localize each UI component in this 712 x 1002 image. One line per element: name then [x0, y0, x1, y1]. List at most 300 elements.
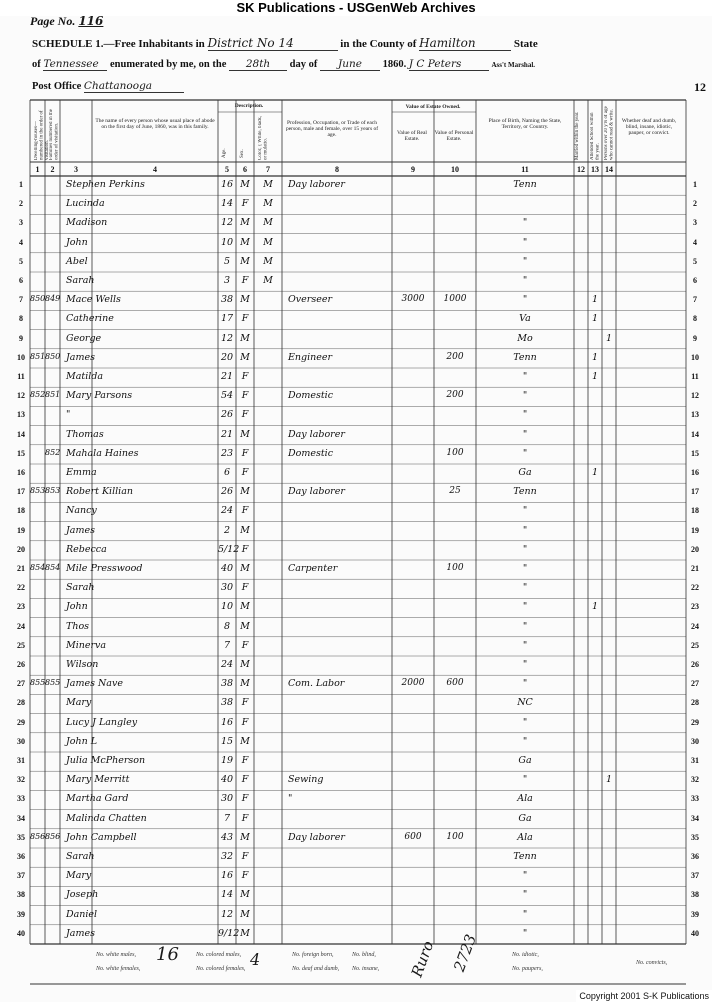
person-name: Lucy J Langley — [66, 716, 138, 728]
person-sex: M — [240, 927, 250, 939]
page-number: 116 — [78, 14, 104, 28]
personal-estate-value: 1000 — [443, 294, 467, 305]
person-name: Rebecca — [66, 543, 107, 555]
person-sex: F — [241, 275, 249, 286]
birth-place: Tenn — [513, 486, 537, 498]
person-age: 20 — [220, 351, 234, 363]
district-value: District No 14 — [208, 36, 338, 51]
person-name: Wilson — [66, 659, 99, 670]
person-name: Sarah — [66, 582, 95, 594]
person-sex: M — [240, 294, 250, 306]
column-number: 8 — [335, 165, 339, 174]
person-age: 16 — [220, 870, 234, 882]
person-occupation: Day laborer — [288, 428, 345, 440]
person-occupation: Day laborer — [288, 486, 345, 498]
row-number-right: 8 — [693, 314, 697, 324]
paupers-label: No. paupers, — [512, 966, 543, 972]
county-label: in the County of — [340, 38, 417, 50]
row-number-right: 28 — [691, 698, 699, 708]
row-number-left: 29 — [17, 717, 25, 727]
row-number-left: 35 — [17, 832, 25, 842]
person-sex: M — [240, 524, 250, 536]
right-margin-number: 12 — [694, 80, 706, 94]
person-name: John — [66, 601, 88, 613]
person-age: 3 — [223, 275, 231, 286]
row-number-right: 15 — [691, 448, 699, 458]
person-sex: M — [240, 563, 250, 574]
person-name: Thos — [66, 620, 90, 632]
family-number: 855 — [45, 678, 61, 688]
person-sex: M — [240, 831, 250, 843]
person-sex: F — [241, 198, 249, 210]
row-number-left: 21 — [17, 564, 25, 573]
person-name: James Nave — [66, 678, 123, 690]
person-age: 38 — [220, 697, 234, 709]
person-sex: F — [241, 543, 249, 555]
person-age: 19 — [220, 755, 234, 766]
person-occupation: Com. Labor — [288, 678, 345, 690]
birth-place: " — [522, 678, 528, 690]
day-of-label: day of — [289, 59, 318, 70]
person-age: 21 — [220, 428, 234, 440]
row-number-right: 36 — [691, 852, 699, 861]
birth-place: " — [522, 870, 528, 882]
enumerated-label: enumerated by me, on the — [110, 59, 227, 70]
person-age: 14 — [220, 889, 234, 901]
person-sex: F — [241, 371, 249, 382]
person-age: 5 — [223, 255, 231, 267]
person-occupation: Sewing — [288, 774, 324, 786]
row-number-right: 16 — [691, 468, 699, 477]
person-sex: F — [241, 409, 249, 421]
person-sex: F — [241, 639, 249, 651]
person-age: 26 — [220, 409, 234, 421]
person-name: James — [66, 524, 95, 536]
person-age: 16 — [220, 716, 234, 728]
person-name: John L — [66, 735, 98, 747]
column-number: 11 — [521, 165, 529, 174]
birth-place: " — [522, 447, 528, 459]
person-sex: M — [240, 255, 250, 267]
white-males-count: 16 — [156, 944, 179, 965]
post-office-value: Chattanooga — [84, 80, 184, 93]
school-header: Attended School within the year. — [590, 112, 601, 160]
page-label: Page No. — [30, 14, 76, 28]
person-age: 23 — [220, 447, 234, 459]
dwelling-number: 851 — [30, 351, 46, 361]
row-number-left: 33 — [17, 794, 25, 804]
row-number-left: 13 — [17, 410, 25, 420]
row-number-right: 39 — [691, 909, 699, 919]
person-sex: F — [241, 716, 249, 728]
name-header: The name of every person whose usual place of abode on the first day of June, 1860, was in this family. — [95, 118, 215, 130]
person-name: Daniel — [66, 908, 98, 920]
row-number-left: 6 — [19, 276, 23, 285]
birth-place: Va — [519, 313, 531, 325]
row-number-right: 30 — [691, 736, 699, 746]
person-name: Madison — [66, 217, 108, 229]
person-age: 17 — [220, 313, 234, 325]
profession-header: Profession, Occupation, or Trade of each person, male and female, over 15 years of age. — [285, 120, 379, 138]
column-number: 5 — [225, 165, 229, 174]
column-number: 3 — [74, 165, 78, 174]
person-sex: M — [240, 908, 250, 920]
birth-place: " — [522, 505, 528, 517]
person-name: Stephen Perkins — [66, 179, 145, 190]
person-occupation: Day laborer — [288, 179, 345, 190]
person-age: 30 — [220, 793, 234, 805]
person-sex: F — [241, 697, 249, 709]
convicts-label: No. convicts, — [636, 960, 668, 966]
birth-place: " — [522, 582, 528, 594]
birth-place: " — [522, 735, 528, 747]
person-name: Abel — [66, 255, 88, 267]
column-number: 13 — [591, 165, 599, 174]
row-number-left: 1 — [19, 180, 23, 189]
person-name: James — [66, 927, 95, 939]
row-number-left: 12 — [17, 391, 25, 401]
person-age: 10 — [220, 601, 234, 613]
row-number-right: 23 — [691, 602, 699, 612]
birth-place: Ga — [518, 755, 532, 766]
person-sex: M — [240, 889, 250, 901]
person-name: " — [66, 409, 71, 421]
person-sex: F — [241, 390, 249, 402]
birth-place: " — [522, 601, 528, 613]
row-number-left: 34 — [17, 813, 25, 823]
person-name: Joseph — [66, 889, 99, 901]
row-number-left: 24 — [17, 621, 25, 631]
person-name: Minerva — [66, 639, 107, 651]
county-value: Hamilton — [419, 36, 511, 51]
cannot-read-mark: 1 — [605, 774, 613, 786]
birth-place: " — [522, 927, 528, 939]
row-number-left: 38 — [17, 890, 25, 900]
row-number-left: 14 — [17, 429, 25, 439]
colored-females-count: 4 — [250, 950, 261, 969]
margin-scrawl-a: Ruro — [407, 938, 438, 980]
person-age: 14 — [220, 198, 234, 210]
person-sex: F — [241, 870, 249, 882]
row-number-right: 7 — [693, 295, 697, 305]
person-name: Matilda — [66, 371, 104, 382]
person-age: 15 — [220, 735, 234, 747]
row-number-left: 32 — [17, 775, 25, 785]
dwelling-number: 852 — [30, 390, 46, 400]
month-value: June — [320, 58, 380, 71]
deaf-dumb-label: No. deaf and dumb, — [292, 966, 340, 972]
color-header: Color, { White, black, or mulatto. — [258, 115, 269, 160]
row-number-right: 21 — [691, 564, 699, 573]
person-age: 5/12 — [218, 543, 240, 555]
row-number-left: 30 — [17, 736, 25, 746]
row-number-right: 26 — [691, 660, 699, 669]
personal-estate-value: 25 — [449, 486, 461, 497]
row-number-left: 17 — [17, 487, 25, 497]
birth-place: " — [522, 716, 528, 728]
birth-place: " — [522, 390, 528, 402]
person-sex: M — [240, 678, 250, 690]
person-sex: F — [241, 851, 249, 862]
column-number: 12 — [577, 165, 585, 174]
row-number-right: 11 — [691, 372, 699, 381]
row-number-left: 26 — [17, 660, 25, 669]
family-number: 851 — [45, 390, 61, 400]
personal-estate-header: Value of Personal Estate. — [434, 130, 474, 142]
real-estate-value: 2000 — [401, 678, 425, 689]
cannot-read-header: Persons over 20 y'rs of age who cannot read & write. — [604, 106, 615, 160]
row-number-left: 3 — [19, 218, 23, 228]
asst-marshal-label: Ass't Marshal. — [491, 61, 536, 69]
birth-place: " — [522, 524, 528, 536]
row-number-right: 20 — [691, 544, 699, 554]
person-name: Lucinda — [66, 198, 105, 210]
dwelling-number: 854 — [30, 563, 46, 572]
row-number-left: 39 — [17, 909, 25, 919]
personal-estate-value: 200 — [446, 351, 464, 362]
row-number-right: 32 — [691, 775, 699, 785]
row-number-right: 6 — [693, 276, 697, 285]
person-sex: M — [240, 601, 250, 613]
birth-place: Tenn — [513, 179, 537, 190]
personal-estate-value: 200 — [446, 390, 464, 401]
row-number-right: 29 — [691, 717, 699, 727]
row-number-left: 15 — [17, 448, 25, 458]
family-number: 854 — [45, 563, 61, 572]
row-number-left: 25 — [17, 640, 25, 650]
row-number-left: 5 — [19, 256, 23, 266]
person-occupation: Domestic — [288, 447, 334, 459]
person-age: 16 — [220, 179, 234, 190]
row-number-right: 27 — [691, 679, 699, 689]
birth-place: Tenn — [513, 351, 537, 363]
person-age: 7 — [223, 639, 231, 651]
row-number-right: 35 — [691, 832, 699, 842]
person-sex: F — [241, 467, 249, 478]
state-value: Tennessee — [43, 58, 107, 71]
person-age: 38 — [220, 294, 234, 306]
row-number-left: 31 — [17, 756, 25, 765]
person-occupation: Carpenter — [288, 563, 338, 574]
school-mark: 1 — [591, 371, 599, 382]
column-number: 4 — [153, 165, 157, 174]
person-age: 12 — [220, 217, 234, 229]
person-sex: M — [240, 735, 250, 747]
row-number-right: 34 — [691, 813, 699, 823]
person-name: James — [66, 351, 95, 363]
person-sex: F — [241, 774, 249, 786]
birth-place: Tenn — [513, 851, 537, 862]
row-number-left: 40 — [17, 928, 25, 938]
row-number-left: 23 — [17, 602, 25, 612]
birth-place: " — [522, 774, 528, 786]
person-name: Martha Gard — [66, 793, 129, 805]
blind-label: No. blind, — [352, 952, 376, 958]
row-number-right: 24 — [691, 621, 699, 631]
person-name: Malinda Chatten — [66, 812, 147, 824]
row-number-left: 16 — [17, 468, 25, 477]
person-age: 54 — [220, 390, 234, 402]
person-sex: F — [241, 313, 249, 325]
person-name: Mace Wells — [66, 294, 121, 306]
archive-banner: SK Publications - USGenWeb Archives — [0, 0, 712, 16]
row-number-left: 8 — [19, 314, 23, 324]
person-sex: F — [241, 755, 249, 766]
person-name: Thomas — [66, 428, 104, 440]
row-number-left: 11 — [17, 372, 25, 381]
person-sex: M — [240, 659, 250, 670]
person-sex: M — [240, 351, 250, 363]
column-number: 1 — [35, 165, 40, 174]
person-color: M — [263, 275, 273, 286]
school-mark: 1 — [591, 601, 599, 613]
person-name: George — [66, 332, 102, 344]
dwelling-number: 855 — [30, 678, 46, 688]
dwelling-number: 856 — [30, 831, 46, 841]
person-name: Mary Parsons — [66, 390, 133, 402]
age-header: Age. — [222, 148, 227, 158]
person-sex: M — [240, 236, 250, 248]
birth-place: " — [522, 409, 528, 421]
person-color: M — [263, 236, 273, 248]
post-office-label: Post Office — [32, 81, 82, 92]
dwelling-number: 853 — [30, 486, 46, 496]
person-name: Nancy — [66, 505, 97, 517]
person-age: 6 — [223, 467, 231, 478]
row-number-left: 22 — [17, 583, 25, 593]
person-age: 2 — [223, 524, 231, 536]
school-mark: 1 — [591, 467, 599, 478]
school-mark: 1 — [591, 351, 599, 363]
sex-header: Sex. — [240, 149, 245, 158]
person-color: M — [263, 198, 273, 210]
estate-header: Value of Estate Owned. — [405, 104, 461, 110]
birth-place: " — [522, 275, 528, 286]
description-header: Description. — [234, 103, 264, 109]
person-age: 12 — [220, 908, 234, 920]
row-number-left: 37 — [17, 871, 25, 881]
person-age: 21 — [220, 371, 234, 382]
person-occupation: Overseer — [288, 294, 332, 306]
person-name: Mary Merritt — [66, 774, 130, 786]
row-number-right: 13 — [691, 410, 699, 420]
row-number-right: 10 — [691, 352, 699, 362]
row-number-right: 33 — [691, 794, 699, 804]
colored-females-label: No. colored females, — [196, 966, 246, 972]
birth-place: " — [522, 659, 528, 670]
row-number-right: 12 — [691, 391, 699, 401]
idiotic-label: No. idiotic, — [512, 952, 539, 958]
person-sex: M — [240, 179, 250, 190]
school-mark: 1 — [591, 294, 599, 306]
copyright-notice: Copyright 2001 S-K Publications — [576, 990, 712, 1002]
person-name: John Campbell — [66, 831, 137, 843]
dwelling-header: Dwelling-houses—numbered in the order of visitation. — [34, 110, 50, 160]
row-number-left: 4 — [19, 237, 23, 247]
person-name: Robert Killian — [66, 486, 133, 498]
person-color: M — [263, 179, 273, 190]
row-number-right: 19 — [691, 525, 699, 535]
person-name: Julia McPherson — [66, 755, 146, 766]
row-number-right: 9 — [693, 333, 697, 343]
real-estate-value: 3000 — [401, 294, 425, 305]
person-age: 9/12 — [218, 927, 240, 939]
row-number-right: 37 — [691, 871, 699, 881]
birth-place: " — [522, 255, 528, 267]
row-number-right: 1 — [693, 180, 697, 189]
dwelling-number: 850 — [30, 294, 46, 304]
birth-place: Ala — [517, 793, 533, 805]
person-age: 40 — [220, 563, 234, 574]
column-number: 9 — [411, 165, 415, 174]
person-age: 30 — [220, 582, 234, 594]
birth-place: " — [522, 889, 528, 901]
row-number-left: 19 — [17, 525, 25, 535]
birth-place: " — [522, 639, 528, 651]
person-sex: M — [240, 620, 250, 632]
row-number-right: 4 — [693, 237, 697, 247]
personal-estate-value: 600 — [446, 678, 464, 689]
person-age: 26 — [220, 486, 234, 498]
row-number-right: 17 — [691, 487, 699, 497]
cannot-read-mark: 1 — [605, 332, 613, 344]
person-age: 24 — [220, 659, 234, 670]
person-sex: M — [240, 332, 250, 344]
person-age: 43 — [220, 831, 234, 843]
row-number-left: 28 — [17, 698, 25, 708]
person-age: 10 — [220, 236, 234, 248]
person-age: 40 — [220, 774, 234, 786]
family-number: 852 — [45, 447, 61, 457]
person-name: Mary — [66, 870, 92, 882]
person-sex: F — [241, 447, 249, 459]
person-name: Sarah — [66, 275, 95, 286]
birth-place: " — [522, 217, 528, 229]
person-name: Sarah — [66, 851, 95, 862]
birth-place: Ala — [517, 831, 533, 843]
married-header: Married within the year. — [575, 111, 580, 160]
column-number: 14 — [605, 165, 613, 174]
person-sex: F — [241, 505, 249, 517]
row-number-right: 31 — [691, 756, 699, 765]
column-number: 10 — [451, 165, 459, 174]
family-number: 850 — [45, 351, 61, 361]
foreign-born-label: No. foreign born, — [292, 952, 334, 958]
person-age: 8 — [223, 620, 231, 632]
person-name: Mahala Haines — [66, 447, 139, 459]
insane-label: No. insane, — [352, 966, 380, 972]
schedule-title: SCHEDULE 1.—Free Inhabitants in — [32, 38, 205, 50]
row-number-right: 38 — [691, 890, 699, 900]
birth-place: " — [522, 294, 528, 306]
birth-place: " — [522, 371, 528, 382]
family-header: Families numbered in the order of visitation. — [49, 109, 60, 160]
person-age: 24 — [220, 505, 234, 517]
person-occupation: Day laborer — [288, 831, 345, 843]
birth-place: " — [522, 563, 528, 574]
school-mark: 1 — [591, 313, 599, 325]
of-label: of — [32, 59, 41, 70]
person-sex: F — [241, 582, 249, 594]
column-number: 7 — [266, 165, 270, 174]
marshal-value: J C Peters — [409, 58, 489, 71]
white-males-label: No. white males, — [96, 952, 136, 958]
row-number-left: 20 — [17, 544, 25, 554]
real-estate-header: Value of Real Estate. — [397, 130, 427, 142]
birth-place: " — [522, 908, 528, 920]
family-number: 849 — [45, 294, 61, 304]
row-number-right: 5 — [693, 256, 697, 266]
